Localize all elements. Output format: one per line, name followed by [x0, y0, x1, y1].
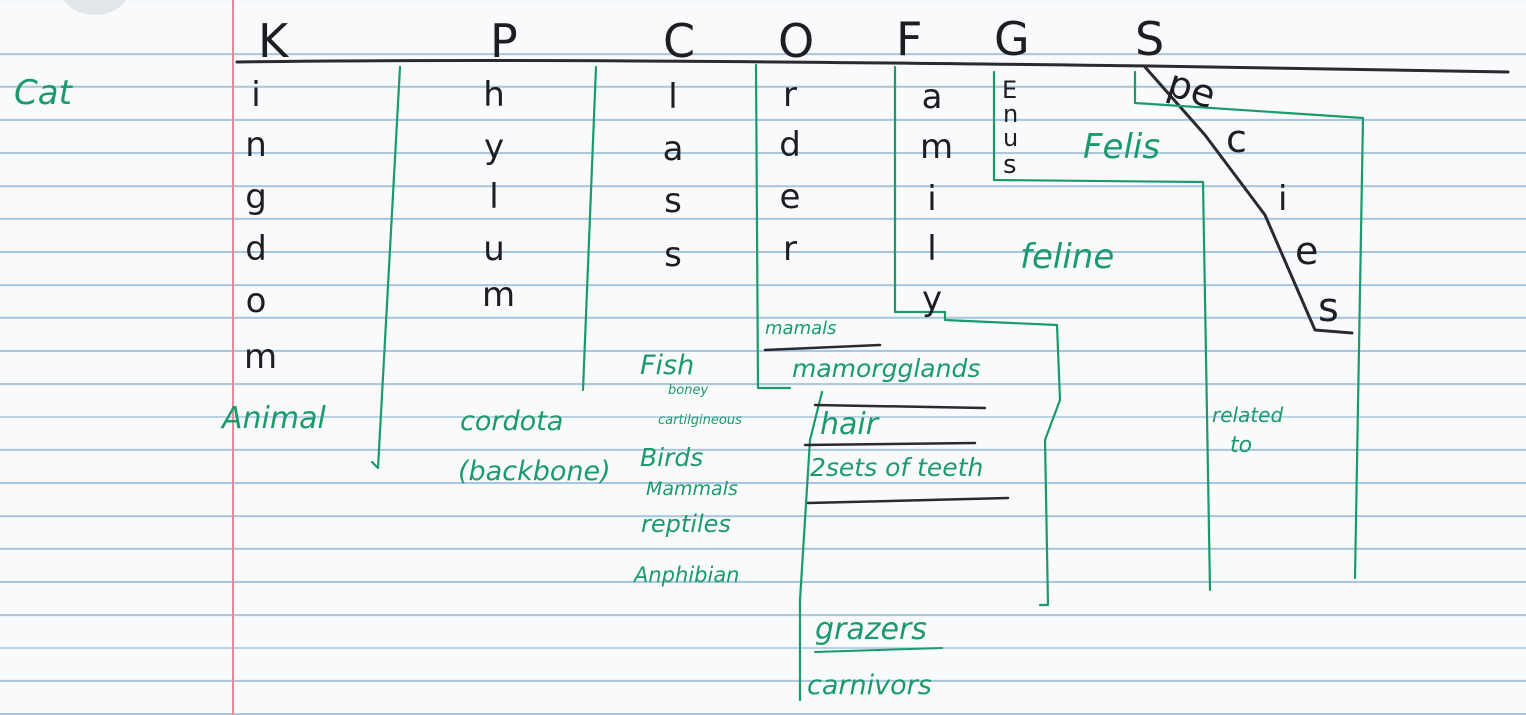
family-letter: m	[920, 127, 954, 167]
class-letter: l	[668, 77, 678, 117]
species-letter: c	[1226, 117, 1247, 161]
kingdom-letter: g	[245, 177, 267, 217]
phylum-letter: h	[483, 75, 505, 115]
genus-letter: E	[1002, 76, 1018, 104]
class-note: cartilgineous	[658, 413, 742, 428]
phylum-letter: u	[483, 229, 505, 269]
class-letter: a	[662, 129, 684, 169]
kingdom-letter: i	[251, 75, 261, 115]
phylum-letter: y	[483, 127, 505, 167]
header-s: S	[1135, 12, 1165, 66]
species-letter: i	[1278, 179, 1288, 219]
species-note: to	[1230, 433, 1253, 458]
header-g: G	[994, 12, 1030, 66]
species-note: related	[1212, 403, 1284, 427]
class-note: Birds	[640, 443, 704, 472]
species-letter: s	[1318, 285, 1339, 331]
class-note: boney	[668, 383, 709, 398]
order-branch-line	[800, 392, 822, 700]
family-note: feline	[1020, 237, 1115, 277]
phylum-note: cordota	[460, 406, 564, 437]
family-letter: y	[921, 279, 943, 319]
genus-letter: s	[1003, 150, 1017, 180]
phylum-letter: m	[482, 275, 516, 315]
species-letter: e	[1295, 229, 1319, 273]
order-note: carnivors	[807, 670, 932, 701]
class-note: Fish	[640, 350, 695, 381]
order-letter: r	[783, 229, 797, 269]
header-p: P	[490, 14, 518, 68]
header-c: C	[663, 14, 696, 68]
kingdom-letter: o	[245, 281, 267, 321]
header-rule	[237, 61, 1508, 72]
kingdom-note: Animal	[222, 401, 326, 436]
class-note: reptiles	[641, 510, 731, 538]
species-letter: pe	[1162, 60, 1222, 118]
class-note: Mammals	[646, 478, 738, 500]
order-note: mamorgglands	[792, 354, 981, 383]
phylum-column-line	[583, 67, 596, 390]
phylum-letter: l	[489, 177, 499, 217]
hair-underline	[805, 443, 975, 445]
order-letter: r	[783, 75, 797, 115]
genus-note: Felis	[1083, 127, 1161, 167]
grazers-underline	[815, 648, 942, 652]
animal-label: Cat	[14, 73, 72, 113]
class-letter: s	[664, 235, 682, 275]
order-note: grazers	[815, 612, 927, 647]
order-note: mamals	[765, 318, 837, 339]
genus-letter: u	[1003, 124, 1019, 152]
class-letter: s	[664, 181, 682, 221]
kingdom-letter: d	[245, 229, 267, 269]
kingdom-column-line	[372, 67, 400, 468]
kingdom-letter: n	[245, 125, 267, 165]
genus-letter: n	[1003, 100, 1019, 128]
mamals-underline	[765, 345, 880, 350]
header-o: O	[778, 14, 815, 68]
order-note: hair	[820, 407, 879, 442]
phylum-note: (backbone)	[458, 456, 611, 487]
header-k: K	[258, 14, 289, 68]
family-letter: i	[927, 179, 937, 219]
order-letter: e	[779, 177, 801, 217]
order-note: 2sets of teeth	[810, 453, 984, 482]
order-letter: d	[779, 125, 801, 165]
kingdom-letter: m	[244, 337, 278, 377]
teeth-underline	[808, 498, 1008, 503]
family-letter: l	[927, 229, 937, 269]
family-letter: a	[921, 77, 943, 117]
class-note: Anphibian	[634, 563, 740, 587]
header-f: F	[896, 12, 923, 66]
